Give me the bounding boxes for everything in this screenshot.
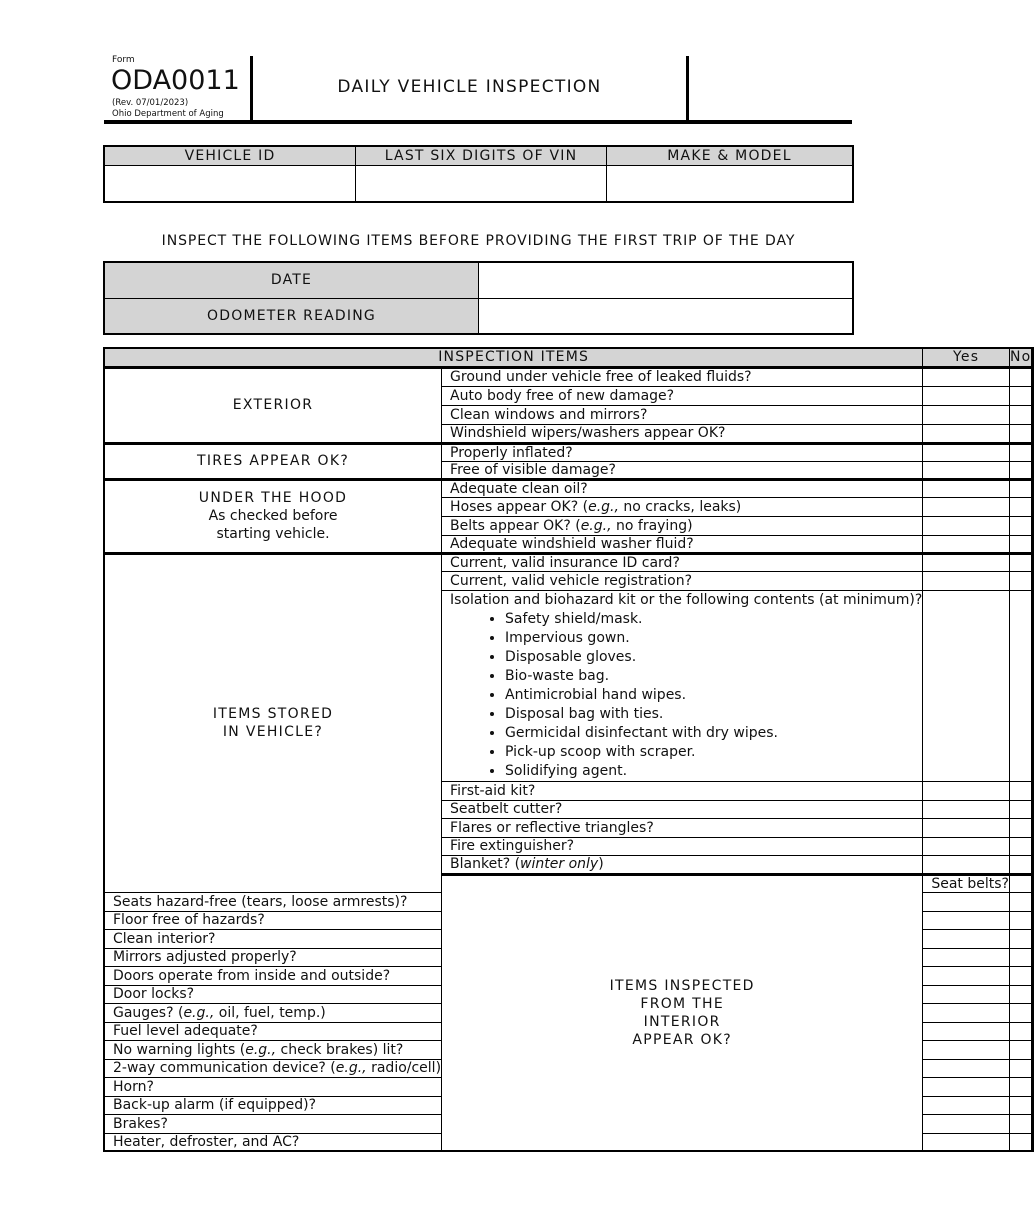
hood-label-1: UNDER THE HOOD bbox=[198, 490, 348, 506]
item-text-italic: e.g., bbox=[580, 517, 612, 534]
kit-content-item: • Disposal bag with ties. bbox=[505, 705, 922, 724]
no-checkbox[interactable] bbox=[1009, 571, 1031, 590]
odometer-label: ODOMETER READING bbox=[104, 298, 479, 334]
yes-checkbox[interactable] bbox=[923, 535, 1010, 553]
list-item: Heater, defroster, and AC? bbox=[104, 1133, 442, 1151]
no-checkbox[interactable] bbox=[1009, 1096, 1031, 1114]
no-checkbox[interactable] bbox=[1009, 424, 1031, 443]
list-item: Adequate windshield washer fluid? bbox=[442, 535, 923, 553]
list-item bbox=[104, 1059, 442, 1077]
item-text-italic: winter only bbox=[520, 856, 599, 872]
vehicle-id-header: VEHICLE ID bbox=[104, 146, 356, 165]
make-model-header: MAKE & MODEL bbox=[607, 146, 854, 165]
list-item: Fuel level adequate? bbox=[104, 1022, 442, 1040]
stored-label-2: IN VEHICLE? bbox=[222, 724, 324, 740]
no-checkbox[interactable] bbox=[1009, 516, 1031, 535]
yes-checkbox[interactable] bbox=[923, 855, 1010, 874]
list-item: Adequate clean oil? bbox=[442, 479, 923, 497]
list-item bbox=[104, 1040, 442, 1059]
item-text: check brakes) lit? bbox=[276, 1041, 404, 1058]
header-divider-right bbox=[686, 56, 689, 121]
yes-checkbox[interactable] bbox=[923, 892, 1010, 911]
biohazard-kit-item bbox=[442, 590, 923, 781]
list-item: Ground under vehicle free of leaked fluids? bbox=[442, 367, 923, 386]
list-item: Properly inflated? bbox=[442, 443, 923, 461]
yes-checkbox[interactable] bbox=[923, 516, 1010, 535]
list-item: Doors operate from inside and outside? bbox=[104, 966, 442, 985]
item-text: Blanket? ( bbox=[450, 856, 521, 872]
item-text: no cracks, leaks) bbox=[618, 498, 742, 515]
no-checkbox[interactable] bbox=[1009, 1133, 1031, 1151]
item-text: oil, fuel, temp.) bbox=[214, 1004, 326, 1021]
list-item: Mirrors adjusted properly? bbox=[104, 948, 442, 966]
interior-label-4: APPEAR OK? bbox=[632, 1031, 733, 1048]
list-item: Clean interior? bbox=[104, 929, 442, 948]
list-item: Horn? bbox=[104, 1077, 442, 1096]
date-field[interactable] bbox=[479, 262, 854, 298]
interior-label-1: ITEMS INSPECTED bbox=[609, 977, 755, 994]
no-checkbox[interactable] bbox=[1009, 1059, 1031, 1077]
yes-checkbox[interactable] bbox=[923, 1077, 1010, 1096]
make-model-field[interactable] bbox=[607, 165, 854, 202]
yes-checkbox[interactable] bbox=[1009, 874, 1031, 892]
list-item: Door locks? bbox=[104, 985, 442, 1003]
list-item: Seats hazard-free (tears, loose armrests)? bbox=[104, 892, 442, 911]
item-text-italic: e.g., bbox=[335, 1060, 367, 1076]
list-item: Current, valid vehicle registration? bbox=[442, 571, 923, 590]
tires-category: TIRES APPEAR OK? bbox=[104, 443, 442, 479]
yes-checkbox[interactable] bbox=[923, 571, 1010, 590]
yes-checkbox[interactable] bbox=[923, 948, 1010, 966]
yes-checkbox[interactable] bbox=[923, 1114, 1010, 1133]
kit-content-item: • Germicidal disinfectant with dry wipes. bbox=[505, 724, 922, 743]
list-item: Fire extinguisher? bbox=[442, 837, 923, 855]
vehicle-id-field[interactable] bbox=[104, 165, 356, 202]
yes-checkbox[interactable] bbox=[923, 497, 1010, 516]
kit-content-item: • Disposable gloves. bbox=[505, 648, 922, 667]
no-checkbox[interactable] bbox=[1009, 1114, 1031, 1133]
list-item: Free of visible damage? bbox=[442, 461, 923, 479]
item-text: no fraying) bbox=[611, 517, 693, 534]
kit-content-item: • Solidifying agent. bbox=[505, 762, 922, 781]
yes-checkbox[interactable] bbox=[923, 800, 1010, 818]
vehicle-table bbox=[103, 145, 854, 203]
no-checkbox[interactable] bbox=[1009, 443, 1031, 461]
list-item: Brakes? bbox=[104, 1114, 442, 1133]
yes-checkbox[interactable] bbox=[923, 405, 1010, 424]
form-number: ODA0011 bbox=[111, 65, 240, 96]
exterior-category: EXTERIOR bbox=[104, 367, 442, 443]
kit-content-item: • Safety shield/mask. bbox=[505, 610, 922, 629]
page-title: DAILY VEHICLE INSPECTION bbox=[337, 77, 602, 97]
yes-checkbox[interactable] bbox=[923, 1022, 1010, 1040]
kit-contents-list bbox=[450, 610, 922, 781]
no-checkbox[interactable] bbox=[1009, 535, 1031, 553]
hood-label-2: As checked before bbox=[208, 508, 338, 524]
item-text: Belts appear OK? ( bbox=[450, 517, 581, 534]
yes-checkbox[interactable] bbox=[923, 837, 1010, 855]
yes-checkbox[interactable] bbox=[923, 1040, 1010, 1059]
yes-checkbox[interactable] bbox=[923, 1059, 1010, 1077]
no-checkbox[interactable] bbox=[1009, 966, 1031, 985]
yes-checkbox[interactable] bbox=[923, 386, 1010, 405]
kit-content-item: • Antimicrobial hand wipes. bbox=[505, 686, 922, 705]
no-checkbox[interactable] bbox=[1009, 855, 1031, 874]
date-odometer-table bbox=[103, 261, 854, 335]
yes-checkbox[interactable] bbox=[923, 1096, 1010, 1114]
no-checkbox[interactable] bbox=[1032, 874, 1034, 892]
kit-content-item: • Impervious gown. bbox=[505, 629, 922, 648]
no-checkbox[interactable] bbox=[1009, 405, 1031, 424]
list-item bbox=[442, 516, 923, 535]
list-item: First-aid kit? bbox=[442, 781, 923, 800]
no-checkbox[interactable] bbox=[1009, 553, 1031, 571]
yes-checkbox[interactable] bbox=[923, 818, 1010, 837]
item-text: Gauges? ( bbox=[113, 1004, 184, 1021]
no-checkbox[interactable] bbox=[1009, 497, 1031, 516]
yes-header: Yes bbox=[923, 348, 1010, 367]
no-checkbox[interactable] bbox=[1009, 800, 1031, 818]
item-text-italic: e.g., bbox=[245, 1041, 277, 1058]
no-checkbox[interactable] bbox=[1009, 590, 1031, 781]
yes-checkbox[interactable] bbox=[923, 367, 1010, 386]
no-checkbox[interactable] bbox=[1009, 781, 1031, 800]
yes-checkbox[interactable] bbox=[923, 985, 1010, 1003]
list-item: Clean windows and mirrors? bbox=[442, 405, 923, 424]
inspection-table bbox=[103, 347, 1034, 1152]
list-item bbox=[442, 855, 923, 874]
no-checkbox[interactable] bbox=[1009, 386, 1031, 405]
list-item: Flares or reflective triangles? bbox=[442, 818, 923, 837]
yes-checkbox[interactable] bbox=[923, 966, 1010, 985]
yes-checkbox[interactable] bbox=[923, 929, 1010, 948]
list-item: Seatbelt cutter? bbox=[442, 800, 923, 818]
yes-checkbox[interactable] bbox=[923, 911, 1010, 929]
stored-label-1: ITEMS STORED bbox=[212, 706, 334, 722]
list-item: Windshield wipers/washers appear OK? bbox=[442, 424, 923, 443]
list-item: Seat belts? bbox=[923, 874, 1010, 892]
no-checkbox[interactable] bbox=[1009, 461, 1031, 479]
item-text: Hoses appear OK? ( bbox=[450, 498, 589, 515]
list-item: Current, valid insurance ID card? bbox=[442, 553, 923, 571]
no-header: No bbox=[1009, 349, 1032, 366]
no-checkbox[interactable] bbox=[1009, 1077, 1031, 1096]
hood-category bbox=[104, 479, 442, 553]
interior-label-3: INTERIOR bbox=[643, 1013, 721, 1030]
yes-checkbox[interactable] bbox=[923, 424, 1010, 443]
form-label: Form bbox=[112, 55, 135, 65]
date-label: DATE bbox=[104, 262, 479, 298]
item-text: radio/cell) bbox=[366, 1060, 442, 1076]
kit-content-item: • Pick-up scoop with scraper. bbox=[505, 743, 922, 762]
item-text-italic: e.g., bbox=[183, 1004, 215, 1021]
yes-checkbox[interactable] bbox=[923, 461, 1010, 479]
item-text-italic: e.g., bbox=[588, 498, 619, 515]
header-rule bbox=[104, 120, 852, 124]
list-item bbox=[442, 497, 923, 516]
no-checkbox[interactable] bbox=[1009, 479, 1031, 497]
odometer-field[interactable] bbox=[479, 298, 854, 334]
yes-checkbox[interactable] bbox=[923, 1003, 1010, 1022]
no-checkbox[interactable] bbox=[1009, 818, 1031, 837]
yes-checkbox[interactable] bbox=[923, 1133, 1010, 1151]
list-item: Floor free of hazards? bbox=[104, 911, 442, 929]
no-checkbox[interactable] bbox=[1009, 837, 1031, 855]
hood-label-3: starting vehicle. bbox=[216, 526, 330, 542]
no-checkbox[interactable] bbox=[1009, 892, 1031, 911]
vin-field[interactable] bbox=[356, 165, 607, 202]
list-item bbox=[104, 1003, 442, 1022]
instruction-text: INSPECT THE FOLLOWING ITEMS BEFORE PROVIDING THE FIRST TRIP OF THE DAY bbox=[161, 233, 796, 249]
no-checkbox[interactable] bbox=[1009, 1040, 1031, 1059]
list-item: Back-up alarm (if equipped)? bbox=[104, 1096, 442, 1114]
agency-name: Ohio Department of Aging bbox=[112, 109, 224, 119]
kit-label: Isolation and biohazard kit or the following contents (at minimum)? bbox=[450, 591, 923, 608]
item-text: 2-way communication device? ( bbox=[113, 1060, 336, 1076]
no-checkbox[interactable] bbox=[1009, 985, 1031, 1003]
item-text: No warning lights ( bbox=[113, 1041, 246, 1058]
yes-checkbox[interactable] bbox=[923, 781, 1010, 800]
no-checkbox[interactable] bbox=[1009, 929, 1031, 948]
yes-checkbox[interactable] bbox=[923, 479, 1010, 497]
kit-content-item: • Bio-waste bag. bbox=[505, 667, 922, 686]
item-text: ) bbox=[598, 856, 604, 872]
no-checkbox[interactable] bbox=[1009, 367, 1031, 386]
no-checkbox[interactable] bbox=[1009, 1022, 1031, 1040]
no-checkbox[interactable] bbox=[1009, 948, 1031, 966]
form-revision: (Rev. 07/01/2023) bbox=[112, 98, 189, 108]
yes-checkbox[interactable] bbox=[923, 553, 1010, 571]
interior-category bbox=[442, 874, 923, 1151]
yes-checkbox[interactable] bbox=[923, 443, 1010, 461]
interior-label-2: FROM THE bbox=[640, 995, 724, 1012]
stored-category bbox=[104, 553, 442, 892]
no-checkbox[interactable] bbox=[1009, 911, 1031, 929]
no-checkbox[interactable] bbox=[1009, 1003, 1031, 1022]
inspection-items-header: INSPECTION ITEMS bbox=[104, 348, 923, 367]
vin-header: LAST SIX DIGITS OF VIN bbox=[356, 146, 607, 165]
yes-checkbox[interactable] bbox=[923, 590, 1010, 781]
list-item: Auto body free of new damage? bbox=[442, 386, 923, 405]
